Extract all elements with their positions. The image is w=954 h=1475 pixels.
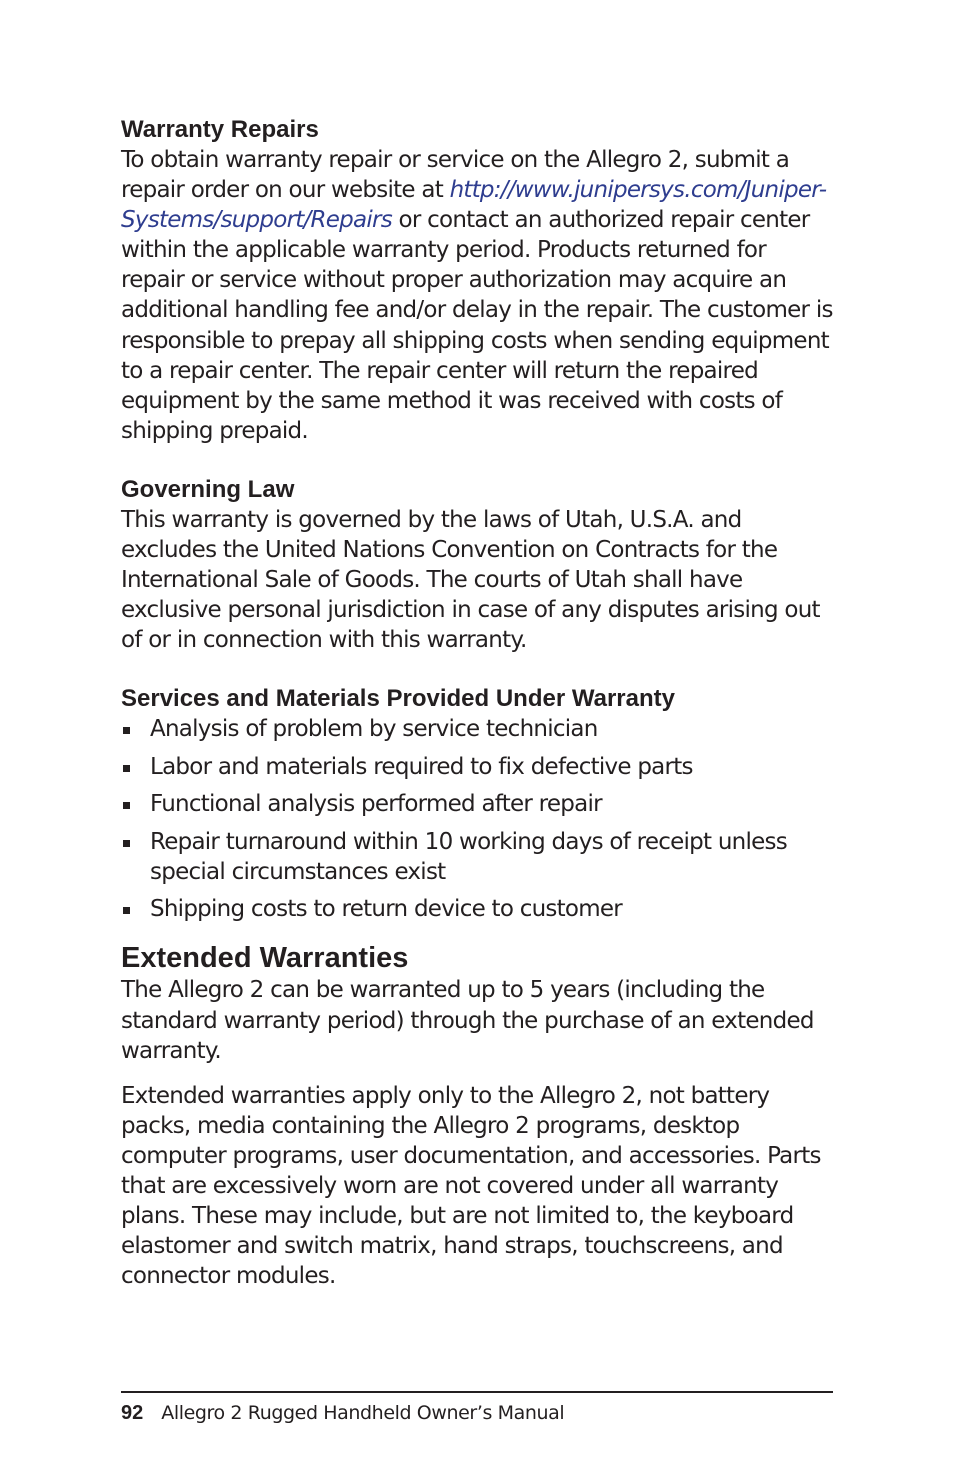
list-item bbox=[121, 752, 833, 782]
bullet-square-icon bbox=[123, 907, 130, 914]
extended-warranties-paragraph-1: The Allegro 2 can be warranted up to 5 years (including the standard warranty period) through the purchase of an extended warranty. bbox=[121, 977, 814, 1064]
bullet-square-icon bbox=[123, 802, 130, 809]
governing-law-text: This warranty is governed by the laws of Utah, U.S.A. and excludes the United Nations Convention on Contracts for the International Sale of Goods. The courts of Utah shall have exclusive personal jurisdiction in case of any disputes arising out of or in connection with this warranty. bbox=[121, 506, 820, 654]
page-footer bbox=[121, 1391, 833, 1425]
extended-warranties-paragraph-2: Extended warranties apply only to the Allegro 2, not battery packs, media containing the Allegro 2 programs, desktop computer programs, user documentation, and accessories. Parts that are excessively worn are not covered under all warranty plans. These may include, but are not limited to, the keyboard elastomer and switch matrix, hand straps, touchscreens, and connector modules. bbox=[121, 1082, 821, 1290]
bullet-square-icon bbox=[123, 727, 130, 734]
list-item bbox=[121, 894, 833, 924]
bullet-square-icon bbox=[123, 840, 130, 847]
manual-title: Allegro 2 Rugged Handheld Owner’s Manual bbox=[161, 1402, 565, 1424]
services-list bbox=[121, 714, 833, 924]
extended-warranties-heading: Extended Warranties bbox=[121, 942, 409, 975]
extended-warranties-section bbox=[121, 941, 833, 1291]
list-item bbox=[121, 789, 833, 819]
page-number: 92 bbox=[121, 1402, 144, 1424]
bullet-square-icon bbox=[123, 765, 130, 772]
page-content bbox=[121, 115, 833, 1291]
governing-law-heading: Governing Law bbox=[121, 475, 295, 503]
list-item bbox=[121, 827, 833, 887]
warranty-repairs-section bbox=[121, 115, 833, 446]
list-item bbox=[121, 714, 833, 744]
services-section bbox=[121, 684, 833, 924]
repairs-link[interactable]: http://www.junipersys.com/Juniper-Systems/support/Repairs bbox=[121, 177, 827, 234]
warranty-repairs-text-after: or contact an authorized repair center within the applicable warranty period. Products returned for repair or service without proper authorization may acquire an additional handling fee and/or delay in the repair. The customer is responsible to prepay all shipping costs when sending equipment to a repair center. The repair center will return the repaired equipment by the same method it was received with costs of shipping prepaid. bbox=[121, 207, 833, 444]
warranty-repairs-text-before: To obtain warranty repair or service on the Allegro 2, submit a repair order on our website at bbox=[121, 147, 790, 204]
list-item-text: Functional analysis performed after repair bbox=[150, 791, 602, 818]
list-item-text: Analysis of problem by service technician bbox=[150, 716, 598, 743]
list-item-text: Repair turnaround within 10 working days of receipt unless special circumstances exist bbox=[150, 828, 787, 885]
governing-law-section bbox=[121, 475, 833, 655]
list-item-text: Shipping costs to return device to customer bbox=[150, 896, 623, 923]
list-item-text: Labor and materials required to fix defective parts bbox=[150, 753, 693, 780]
footer-content bbox=[121, 1393, 833, 1425]
warranty-repairs-text bbox=[121, 145, 833, 446]
warranty-repairs-heading: Warranty Repairs bbox=[121, 116, 319, 143]
services-heading: Services and Materials Provided Under Warranty bbox=[121, 685, 675, 713]
